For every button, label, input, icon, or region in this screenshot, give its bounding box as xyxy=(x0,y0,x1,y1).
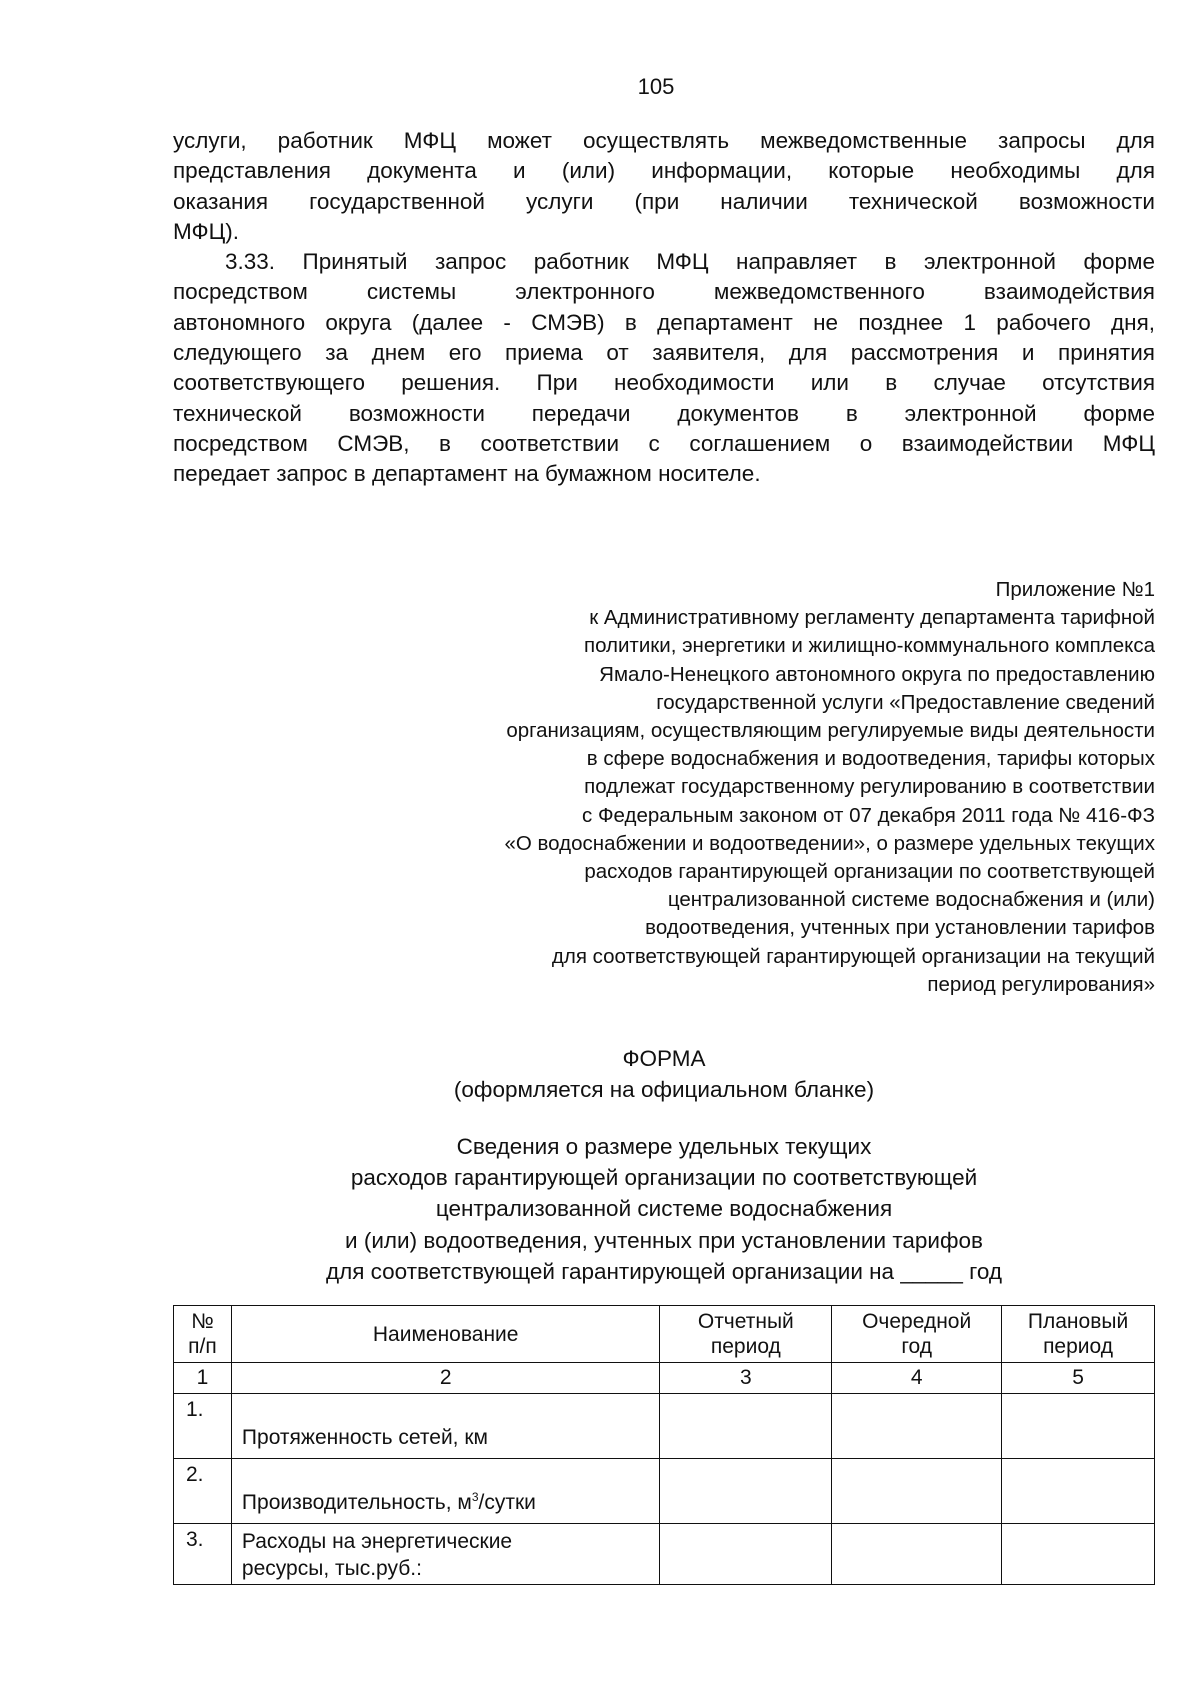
form-sublabel: (оформляется на официальном бланке) xyxy=(453,1077,875,1102)
appendix-line: государственной услуги «Предоставление сведений xyxy=(656,690,1155,714)
form-title xyxy=(173,1131,1155,1287)
table-row xyxy=(174,1459,1155,1524)
header-name: Наименование xyxy=(231,1306,660,1363)
appendix-line: водоотведения, учтенных при установлении тарифов xyxy=(645,916,1155,940)
form-title-line: и (или) водоотведения, учтенных при установлении тарифов xyxy=(345,1227,983,1253)
form-table xyxy=(173,1305,1155,1585)
appendix-line: Ямало-Ненецкого автономного округа по предоставлению xyxy=(599,662,1155,686)
paragraph-line: услуги, работник МФЦ может осуществлять межведомственные запросы для xyxy=(173,128,1155,153)
paragraph-line: технической возможности передачи документов в электронной форме xyxy=(173,400,1155,426)
value-cell xyxy=(832,1394,1002,1459)
form-title-line: Сведения о размере удельных текущих xyxy=(456,1134,872,1159)
paragraph-line: посредством системы электронного межведомственного взаимодействия xyxy=(173,279,1155,305)
appendix-line: организациям, осуществляющим регулируемые виды деятельности xyxy=(506,719,1155,743)
appendix-line: период регулирования» xyxy=(927,972,1155,996)
form-title-line: расходов гарантирующей организации по соответствующей xyxy=(350,1165,978,1191)
form-label: ФОРМА xyxy=(622,1046,706,1071)
value-cell xyxy=(660,1459,832,1524)
paragraph-line: соответствующего решения. При необходимости или в случае отсутствия xyxy=(173,370,1155,396)
form-title-line: централизованной системе водоснабжения xyxy=(435,1196,893,1222)
paragraph-line: посредством СМЭВ, в соответствии с соглашением о взаимодействии МФЦ xyxy=(173,430,1155,456)
header-reporting-period: Отчетный период xyxy=(660,1306,832,1363)
appendix-line: «О водоснабжении и водоотведении», о размере удельных текущих xyxy=(504,831,1155,855)
row-number: 2. xyxy=(174,1459,232,1524)
row-name: Расходы на энергетические ресурсы, тыс.руб.: xyxy=(231,1524,660,1585)
appendix-line: подлежат государственному регулированию в соответствии xyxy=(584,775,1155,799)
form-heading xyxy=(173,1043,1155,1105)
table-row xyxy=(174,1394,1155,1459)
page-number: 105 xyxy=(637,74,675,99)
body-text xyxy=(173,126,1155,490)
appendix-line: к Административному регламенту департамента тарифной xyxy=(589,606,1155,630)
appendix-note xyxy=(340,576,1155,999)
column-number-row xyxy=(174,1363,1155,1394)
header-next-year: Очередной год xyxy=(832,1306,1002,1363)
row-number: 3. xyxy=(174,1524,232,1585)
paragraph-line: автономного округа (далее - СМЭВ) в департамент не позднее 1 рабочего дня, xyxy=(173,309,1155,335)
table-header-row xyxy=(174,1306,1155,1363)
appendix-line: централизованной системе водоснабжения и (или) xyxy=(667,888,1155,912)
value-cell xyxy=(832,1524,1002,1585)
paragraph-line: передает запрос в департамент на бумажном носителе. xyxy=(173,461,761,487)
row-number: 1. xyxy=(174,1394,232,1459)
column-number: 1 xyxy=(174,1363,232,1394)
value-cell xyxy=(832,1459,1002,1524)
row-name: Протяженность сетей, км xyxy=(231,1394,660,1459)
paragraph-line: МФЦ). xyxy=(173,218,239,244)
column-number: 2 xyxy=(231,1363,660,1394)
form-title-line: для соответствующей гарантирующей организации на _____ год xyxy=(325,1258,1003,1284)
column-number: 5 xyxy=(1002,1363,1155,1394)
appendix-line: в сфере водоснабжения и водоотведения, тарифы которых xyxy=(586,747,1155,771)
appendix-line: Приложение №1 xyxy=(995,578,1155,601)
value-cell xyxy=(660,1524,832,1585)
header-num: № п/п xyxy=(174,1306,232,1363)
value-cell xyxy=(1002,1459,1155,1524)
column-number: 4 xyxy=(832,1363,1002,1394)
appendix-line: для соответствующей гарантирующей организации на текущий xyxy=(551,944,1155,968)
row-name: Производительность, $м^3$/сутки xyxy=(231,1459,660,1524)
value-cell xyxy=(1002,1524,1155,1585)
paragraph-line: представления документа и (или) информации, которые необходимы для xyxy=(173,158,1155,184)
paragraph-line: оказания государственной услуги (при наличии технической возможности xyxy=(173,188,1155,214)
paragraph-line: 3.33. Принятый запрос работник МФЦ направляет в электронной форме xyxy=(225,249,1155,275)
value-cell xyxy=(660,1394,832,1459)
value-cell xyxy=(1002,1394,1155,1459)
table-row xyxy=(174,1524,1155,1585)
appendix-line: политики, энергетики и жилищно-коммунального комплекса xyxy=(583,634,1155,658)
appendix-line: расходов гарантирующей организации по соответствующей xyxy=(584,860,1155,884)
header-planned-period: Плановый период xyxy=(1002,1306,1155,1363)
appendix-line: с Федеральным законом от 07 декабря 2011 года № 416-ФЗ xyxy=(582,803,1155,827)
column-number: 3 xyxy=(660,1363,832,1394)
paragraph-line: следующего за днем его приема от заявителя, для рассмотрения и принятия xyxy=(173,340,1155,366)
